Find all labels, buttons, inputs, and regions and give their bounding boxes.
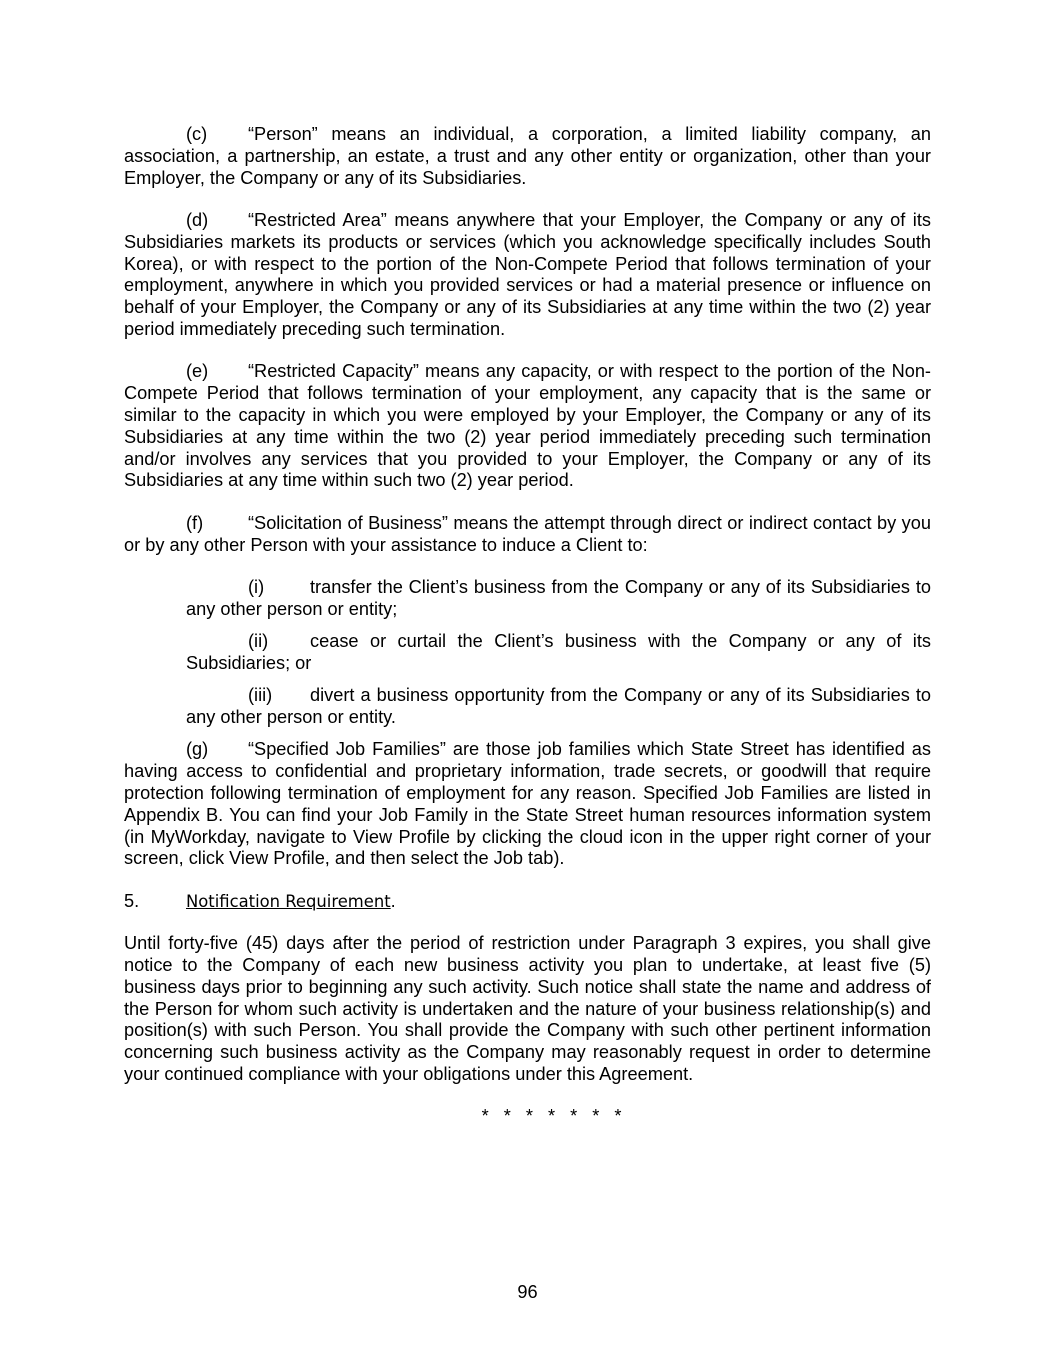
solicitation-item-ii-text: cease or curtail the Client’s business with the Company or any of its Subsidiaries; or [186, 631, 931, 673]
solicitation-item-iii [186, 685, 931, 729]
section-separator: * * * * * * * [481, 1106, 624, 1127]
definition-e [124, 361, 931, 492]
section-5-heading [124, 891, 931, 913]
section-5-number: 5. [124, 890, 140, 911]
section-5-title: Notification Requirement [186, 891, 391, 911]
solicitation-item-iii-text: divert a business opportunity from the Company or any of its Subsidiaries to any other person or entity. [186, 685, 931, 728]
definition-c-text: “Person” means an individual, a corporation, a limited liability company, an association, a partnership, an estate, a trust and any other entity or organization, other than your Employer, the Company or any of its Subsidiaries. [124, 124, 931, 188]
solicitation-item-ii [186, 631, 931, 675]
definition-e-text: “Restricted Capacity” means any capacity, or with respect to the portion of the Non-Compete Period that follows termination of your employment, any capacity that is the same or similar to the capacity in which you were employed by your Employer, the Company or any of its Subsidiaries at any time within the two (2) year period immediately preceding such termination and/or involves any services that you provided to your Employer, the Company or any of its Subsidiaries at any time within such two (2) year period. [124, 361, 931, 491]
solicitation-item-i-label: (i) [248, 576, 265, 597]
definition-d-label: (d) [186, 209, 209, 230]
section-5-body: Until forty-five (45) days after the period of restriction under Paragraph 3 expires, you shall give notice to the Company of each new business activity you plan to undertake, at least five (5) business days prior to beginning any such activity. Such notice shall state the name and address of the Person for whom such activity is undertaken and the nature of your business relationship(s) and position(s) with such Person. You shall provide the Company with such other pertinent information concerning such business activity as the Company may reasonably request in order to determine your continued compliance with your obligations under this Agreement. [124, 933, 931, 1085]
definition-f-label: (f) [186, 512, 204, 533]
definition-g-label: (g) [186, 739, 209, 760]
definition-f [124, 513, 931, 557]
definition-f-text: “Solicitation of Business” means the attempt through direct or indirect contact by you or by any other Person with your assistance to induce a Client to: [124, 512, 931, 555]
definition-d-text: “Restricted Area” means anywhere that your Employer, the Company or any of its Subsidiaries markets its products or services (which you acknowledge specifically includes South Korea), or with respect to the portion of the Non-Compete Period that follows termination of your employment, anywhere in which you provided services or had a material presence or influence on behalf of your Employer, the Company or any of its Subsidiaries at any time within the two (2) year period immediately preceding such termination. [124, 209, 931, 339]
definition-d [124, 210, 931, 341]
section-5-title-suffix: . [390, 890, 396, 911]
solicitation-item-i-text: transfer the Client’s business from the Company or any of its Subsidiaries to any other person or entity; [186, 576, 931, 619]
document-page [124, 124, 931, 1128]
solicitation-item-ii-label: (ii) [248, 631, 269, 652]
definition-c-label: (c) [186, 124, 208, 144]
page-number: 96 [517, 1282, 538, 1302]
solicitation-item-i [186, 577, 931, 621]
definition-c [124, 124, 931, 189]
definition-g [124, 739, 931, 870]
solicitation-item-iii-label: (iii) [248, 685, 273, 706]
definition-g-text: “Specified Job Families” are those job families which State Street has identified as having access to confidential and proprietary information, trade secrets, or goodwill that require protection following termination of employment for any reason. Specified Job Families are listed in Appendix B. You can find your Job Family in the State Street human resources information system (in MyWorkday, navigate to View Profile by clicking the cloud icon in the upper right corner of your screen, click View Profile, and then select the Job tab). [124, 739, 931, 869]
definition-e-label: (e) [186, 361, 209, 382]
